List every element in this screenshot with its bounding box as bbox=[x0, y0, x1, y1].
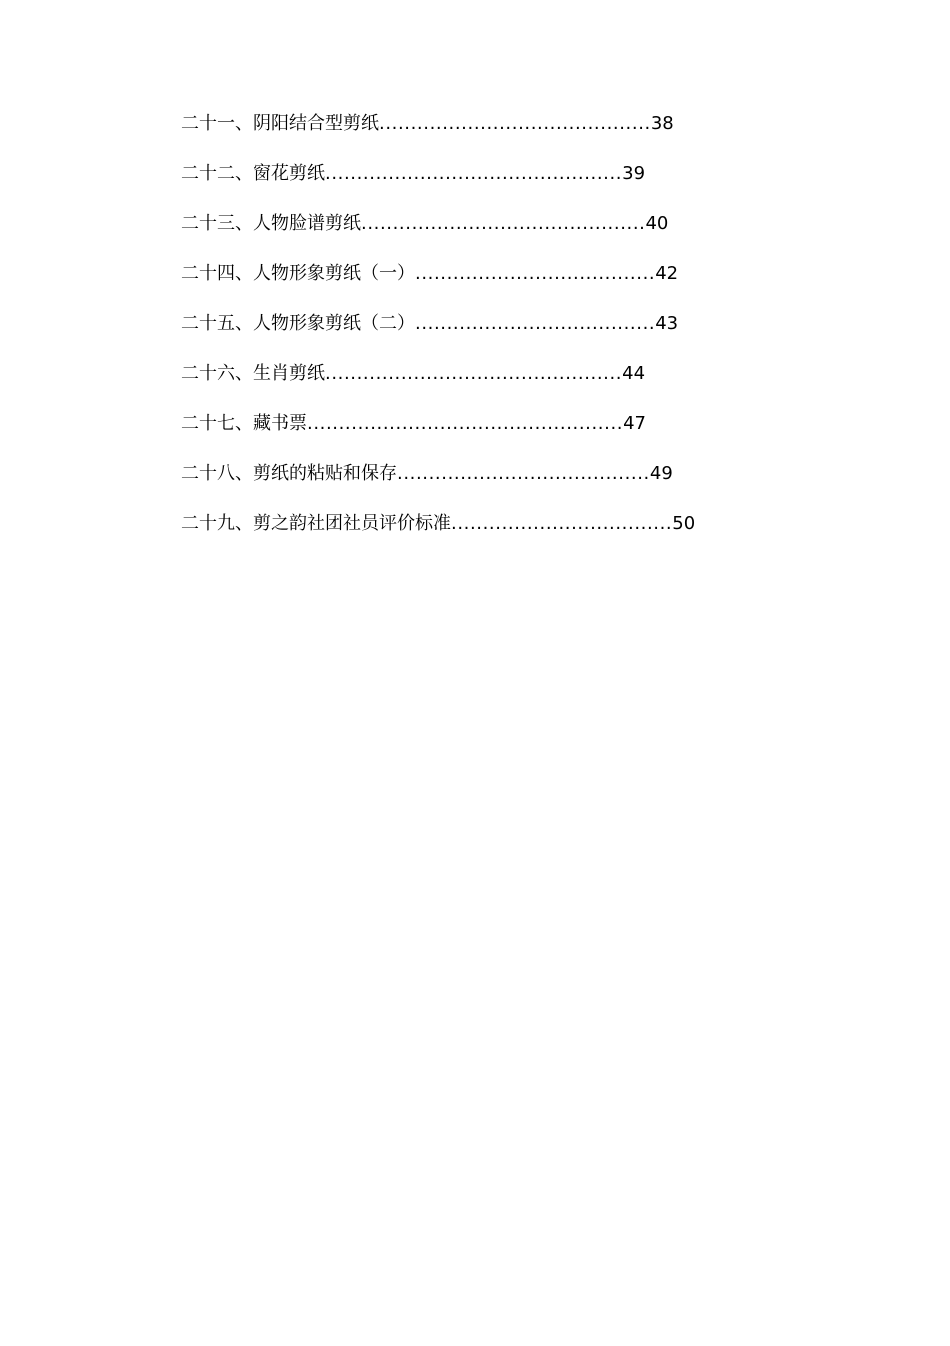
toc-entry-title: 二十五、人物形象剪纸（二） bbox=[181, 313, 415, 334]
toc-page-number: 40 bbox=[645, 213, 669, 234]
toc-entry[interactable] bbox=[181, 260, 741, 310]
toc-page-number: 50 bbox=[672, 513, 696, 534]
toc-page-number: 39 bbox=[622, 163, 646, 184]
toc-page-number: 42 bbox=[655, 263, 679, 284]
toc-page-number: 43 bbox=[655, 313, 679, 334]
toc-entry-title: 二十二、窗花剪纸 bbox=[181, 163, 325, 184]
toc-entry-title: 二十六、生肖剪纸 bbox=[181, 363, 325, 384]
table-of-contents bbox=[181, 110, 741, 560]
toc-dot-leader: ............................................... bbox=[325, 363, 623, 384]
toc-page-number: 47 bbox=[623, 413, 646, 434]
toc-entry[interactable] bbox=[181, 410, 741, 460]
toc-entry[interactable] bbox=[181, 110, 741, 160]
toc-dot-leader: ........................................... bbox=[379, 113, 651, 134]
toc-dot-leader: ............................................... bbox=[325, 163, 623, 184]
toc-page-number: 49 bbox=[649, 463, 673, 484]
toc-dot-leader: ............................................. bbox=[361, 213, 646, 234]
toc-entry-title: 二十九、剪之韵社团社员评价标准 bbox=[181, 513, 451, 534]
toc-dot-leader: ...................................... bbox=[415, 313, 656, 334]
toc-page-number: 38 bbox=[650, 113, 674, 134]
toc-entry[interactable] bbox=[181, 460, 741, 510]
toc-dot-leader: ........................................ bbox=[397, 463, 650, 484]
toc-entry-title: 二十四、人物形象剪纸（一） bbox=[181, 263, 415, 284]
toc-entry-title: 二十一、阴阳结合型剪纸 bbox=[181, 113, 379, 134]
toc-dot-leader: ................................... bbox=[451, 513, 673, 534]
toc-dot-leader: ...................................... bbox=[415, 263, 656, 284]
toc-entry-title: 二十八、剪纸的粘贴和保存 bbox=[181, 463, 397, 484]
toc-entry[interactable] bbox=[181, 360, 741, 410]
toc-entry-title: 二十三、人物脸谱剪纸 bbox=[181, 213, 361, 234]
toc-entry-title: 二十七、藏书票 bbox=[181, 413, 307, 434]
toc-page-number: 44 bbox=[622, 363, 646, 384]
toc-entry[interactable] bbox=[181, 160, 741, 210]
toc-dot-leader: .................................................. bbox=[307, 413, 624, 434]
toc-entry[interactable] bbox=[181, 210, 741, 260]
toc-entry[interactable] bbox=[181, 510, 741, 560]
toc-entry[interactable] bbox=[181, 310, 741, 360]
